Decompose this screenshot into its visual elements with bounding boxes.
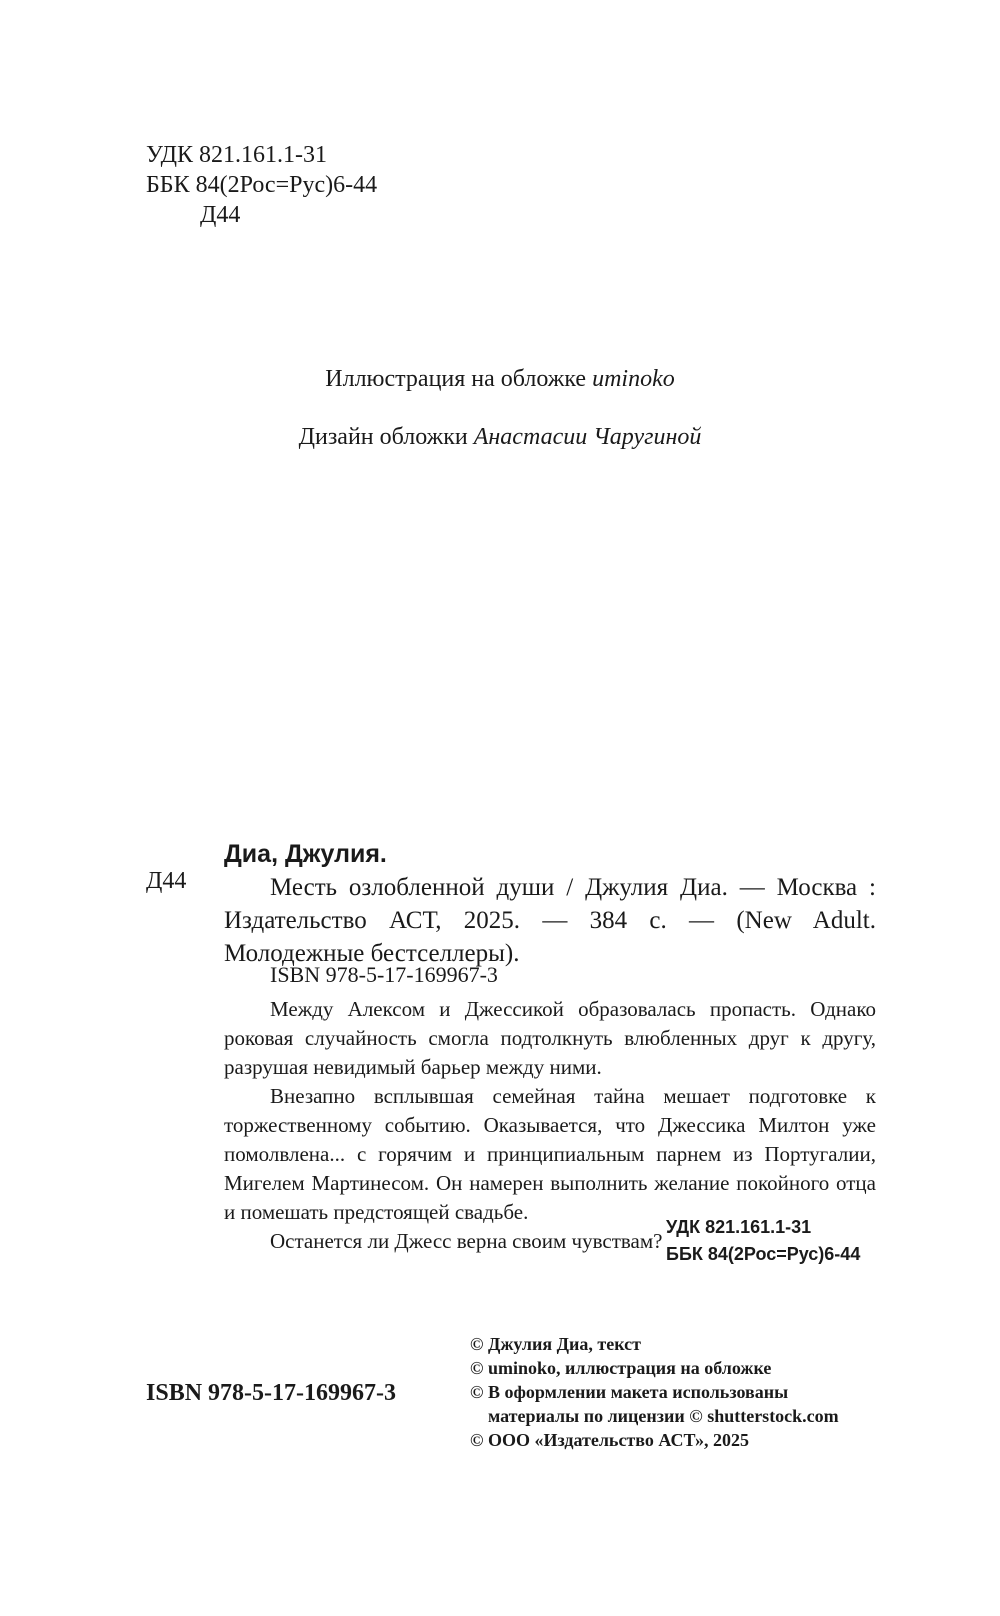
- entry-author-sign: Д44: [146, 868, 187, 894]
- isbn-main: ISBN 978-5-17-169967-3: [146, 1380, 396, 1406]
- author-sign: Д44: [200, 202, 241, 228]
- illustrator-name: uminoko: [592, 366, 675, 392]
- copyright-line: материалы по лицензии © shutterstock.com: [488, 1406, 839, 1426]
- classification-footer: [666, 1214, 860, 1268]
- classification-header: [146, 140, 377, 230]
- bbk-code: ББК 84(2Рос=Рус)6-44: [146, 172, 378, 198]
- entry-author: Диа, Джулия.: [224, 840, 387, 868]
- design-credit: [0, 424, 1000, 451]
- bibliographic-entry: [224, 838, 876, 970]
- illustration-credit: [0, 366, 1000, 393]
- copyright-line: © Джулия Диа, текст: [470, 1334, 641, 1354]
- annotation-paragraph: Между Алексом и Джессикой образовалась пропасть. Однако роковая случайность смогла подтолкнуть влюбленных друг к другу, разрушая невидимый барьер между ними.: [224, 997, 876, 1079]
- udk-code-bottom: УДК 821.161.1-31: [666, 1217, 812, 1237]
- annotation-paragraph: Внезапно всплывшая семейная тайна мешает подготовке к торжественному событию. Оказывается, что Джессика Милтон уже помолвлена... с горячим и принципиальным парнем из Португалии, Мигелем Мартинесом. Он намерен выполнить желание покойного отца и помешать предстоящей свадьбе.: [224, 1084, 876, 1224]
- annotation-paragraph: Останется ли Джесс верна своим чувствам?: [270, 1229, 663, 1253]
- design-credit-label: Дизайн обложки: [298, 424, 474, 450]
- designer-name: Анастасии Чаругиной: [473, 424, 702, 450]
- udk-code: УДК 821.161.1-31: [146, 142, 327, 168]
- copyright-line: © uminoko, иллюстрация на обложке: [470, 1358, 772, 1378]
- entry-description: Месть озлобленной души / Джулия Диа. — Москва : Издательство АСТ, 2025. — 384 с. — (New Adult. Молодежные бестселлеры).: [224, 874, 876, 967]
- copyright-line: © В оформлении макета использованы: [470, 1382, 789, 1402]
- entry-isbn: ISBN 978-5-17-169967-3: [270, 962, 498, 987]
- bbk-code-bottom: ББК 84(2Рос=Рус)6-44: [666, 1244, 861, 1264]
- copyright-line: © ООО «Издательство АСТ», 2025: [470, 1430, 750, 1450]
- illustration-credit-label: Иллюстрация на обложке: [325, 366, 593, 392]
- copyright-block: [470, 1332, 839, 1452]
